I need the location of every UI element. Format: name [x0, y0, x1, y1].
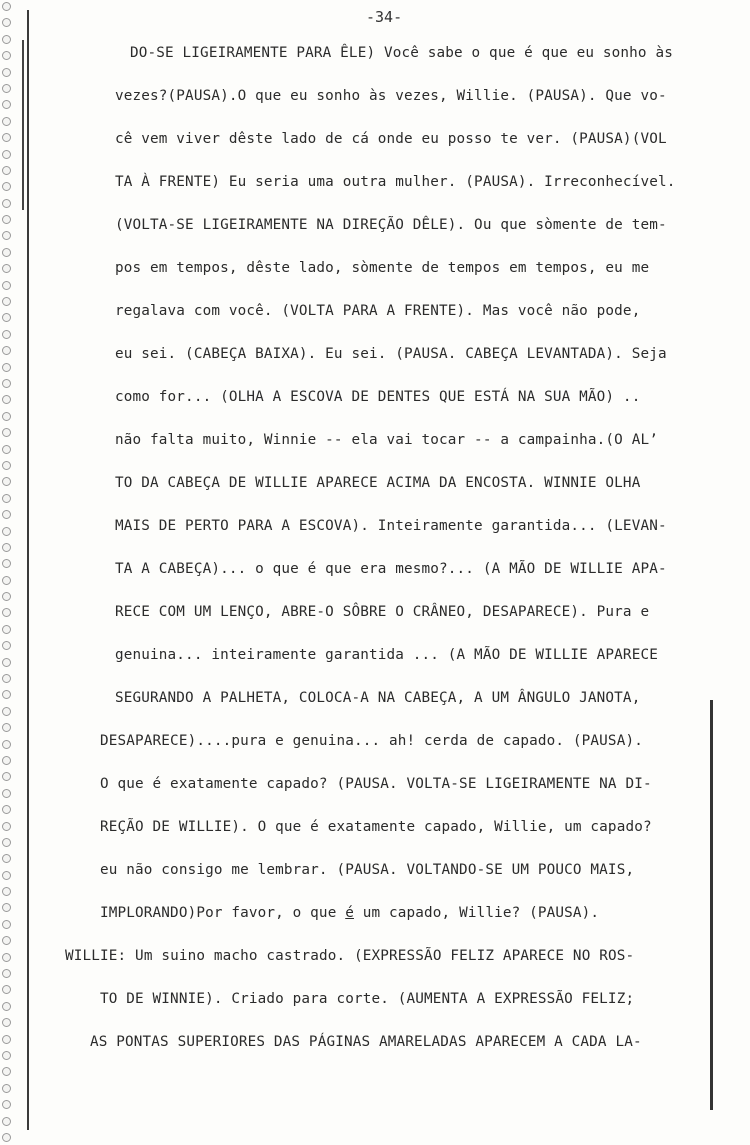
- script-line: REÇÃO DE WILLIE). O que é exatamente capado, Willie, um capado?: [100, 819, 652, 835]
- binder-hole: [2, 412, 11, 421]
- binder-hole: [2, 953, 11, 962]
- binder-hole: [2, 887, 11, 896]
- margin-mark: [22, 40, 24, 210]
- binder-hole: [2, 985, 11, 994]
- binder-hole: [2, 592, 11, 601]
- binder-hole: [2, 838, 11, 847]
- binder-hole: [2, 1051, 11, 1060]
- binder-hole: [2, 281, 11, 290]
- binder-hole: [2, 510, 11, 519]
- binder-hole: [2, 740, 11, 749]
- binder-hole: [2, 346, 11, 355]
- script-line: cê vem viver dêste lado de cá onde eu posso te ver. (PAUSA)(VOL: [115, 131, 667, 147]
- binder-hole: [2, 182, 11, 191]
- margin-rule: [27, 10, 29, 1130]
- binder-hole: [2, 772, 11, 781]
- script-line: eu não consigo me lembrar. (PAUSA. VOLTANDO-SE UM POUCO MAIS,: [100, 862, 635, 878]
- binder-hole: [2, 18, 11, 27]
- binder-hole: [2, 199, 11, 208]
- binder-hole: [2, 461, 11, 470]
- binder-hole: [2, 2, 11, 11]
- script-line: RECE COM UM LENÇO, ABRE-O SÔBRE O CRÂNEO, DESAPARECE). Pura e: [115, 604, 650, 620]
- binder-hole: [2, 51, 11, 60]
- binder-hole: [2, 559, 11, 568]
- willie-dialogue-line: WILLIE: Um suino macho castrado. (EXPRESSÃO FELIZ APARECE NO ROS-: [65, 948, 635, 964]
- script-line: não falta muito, Winnie -- ela vai tocar -- a campainha.(O ALʼ: [115, 432, 658, 448]
- script-line: genuina... inteiramente garantida ... (A MÃO DE WILLIE APARECE: [115, 647, 658, 663]
- binder-hole: [2, 133, 11, 142]
- binder-hole: [2, 527, 11, 536]
- binder-hole: [2, 117, 11, 126]
- script-line: TO DE WINNIE). Criado para corte. (AUMENTA A EXPRESSÃO FELIZ;: [100, 991, 635, 1007]
- script-line: eu sei. (CABEÇA BAIXA). Eu sei. (PAUSA. CABEÇA LEVANTADA). Seja: [115, 346, 667, 362]
- page-number: -34-: [366, 8, 403, 26]
- binder-hole: [2, 805, 11, 814]
- binder-hole: [2, 445, 11, 454]
- binder-hole: [2, 297, 11, 306]
- binder-hole: [2, 707, 11, 716]
- binder-hole: [2, 35, 11, 44]
- binder-hole: [2, 231, 11, 240]
- script-line: MAIS DE PERTO PARA A ESCOVA). Inteiramente garantida... (LEVAN-: [115, 518, 667, 534]
- binder-hole: [2, 1002, 11, 1011]
- binder-hole: [2, 215, 11, 224]
- binder-hole: [2, 641, 11, 650]
- binder-hole: [2, 690, 11, 699]
- binder-hole: [2, 84, 11, 93]
- binder-hole: [2, 379, 11, 388]
- binder-hole: [2, 428, 11, 437]
- script-line: pos em tempos, dêste lado, sòmente de tempos em tempos, eu me: [115, 260, 650, 276]
- binder-hole: [2, 723, 11, 732]
- binder-hole: [2, 903, 11, 912]
- binder-hole: [2, 674, 11, 683]
- binder-hole: [2, 1067, 11, 1076]
- binder-hole: [2, 822, 11, 831]
- binder-hole: [2, 166, 11, 175]
- binder-hole: [2, 264, 11, 273]
- binder-hole: [2, 625, 11, 634]
- script-line: vezes?(PAUSA).O que eu sonho às vezes, Willie. (PAUSA). Que vo-: [115, 88, 667, 104]
- binder-hole: [2, 969, 11, 978]
- binder-hole: [2, 494, 11, 503]
- script-line: AS PONTAS SUPERIORES DAS PÁGINAS AMARELADAS APARECEM A CADA LA-: [90, 1034, 642, 1050]
- binder-holes: [2, 2, 16, 1142]
- binder-hole: [2, 1117, 11, 1126]
- script-line: TA A CABEÇA)... o que é que era mesmo?... (A MÃO DE WILLIE APA-: [115, 561, 667, 577]
- script-line: TA À FRENTE) Eu seria uma outra mulher. (PAUSA). Irreconhecível.: [115, 174, 676, 190]
- implorando-before: IMPLORANDO)Por favor, o que: [100, 905, 346, 921]
- script-line-implorando: [100, 905, 599, 921]
- binder-hole: [2, 658, 11, 667]
- script-line: DESAPARECE)....pura e genuina... ah! cerda de capado. (PAUSA).: [100, 733, 643, 749]
- binder-hole: [2, 330, 11, 339]
- binder-hole: [2, 1084, 11, 1093]
- binder-hole: [2, 756, 11, 765]
- binder-hole: [2, 608, 11, 617]
- binder-hole: [2, 854, 11, 863]
- script-line: regalava com você. (VOLTA PARA A FRENTE). Mas você não pode,: [115, 303, 641, 319]
- binder-hole: [2, 248, 11, 257]
- binder-hole: [2, 1133, 11, 1142]
- binder-hole: [2, 789, 11, 798]
- binder-hole: [2, 68, 11, 77]
- script-line: O que é exatamente capado? (PAUSA. VOLTA-SE LIGEIRAMENTE NA DI-: [100, 776, 652, 792]
- script-line: DO-SE LIGEIRAMENTE PARA ÊLE) Você sabe o que é que eu sonho às: [130, 45, 673, 61]
- implorando-after: um capado, Willie? (PAUSA).: [353, 905, 600, 921]
- binder-hole: [2, 920, 11, 929]
- binder-hole: [2, 150, 11, 159]
- binder-hole: [2, 1035, 11, 1044]
- binder-hole: [2, 576, 11, 585]
- script-line: como for... (OLHA A ESCOVA DE DENTES QUE ESTÁ NA SUA MÃO) ..: [115, 389, 641, 405]
- binder-hole: [2, 363, 11, 372]
- binder-hole: [2, 543, 11, 552]
- binder-hole: [2, 1018, 11, 1027]
- right-margin-mark: [710, 700, 713, 1110]
- binder-hole: [2, 395, 11, 404]
- binder-hole: [2, 871, 11, 880]
- script-line: (VOLTA-SE LIGEIRAMENTE NA DIREÇÃO DÊLE). Ou que sòmente de tem-: [115, 217, 667, 233]
- script-line: SEGURANDO A PALHETA, COLOCA-A NA CABEÇA, A UM ÂNGULO JANOTA,: [115, 690, 641, 706]
- script-line: TO DA CABEÇA DE WILLIE APARECE ACIMA DA ENCOSTA. WINNIE OLHA: [115, 475, 641, 491]
- binder-hole: [2, 313, 11, 322]
- binder-hole: [2, 936, 11, 945]
- binder-hole: [2, 477, 11, 486]
- binder-hole: [2, 1100, 11, 1109]
- underlined-word: é: [345, 905, 354, 921]
- binder-hole: [2, 100, 11, 109]
